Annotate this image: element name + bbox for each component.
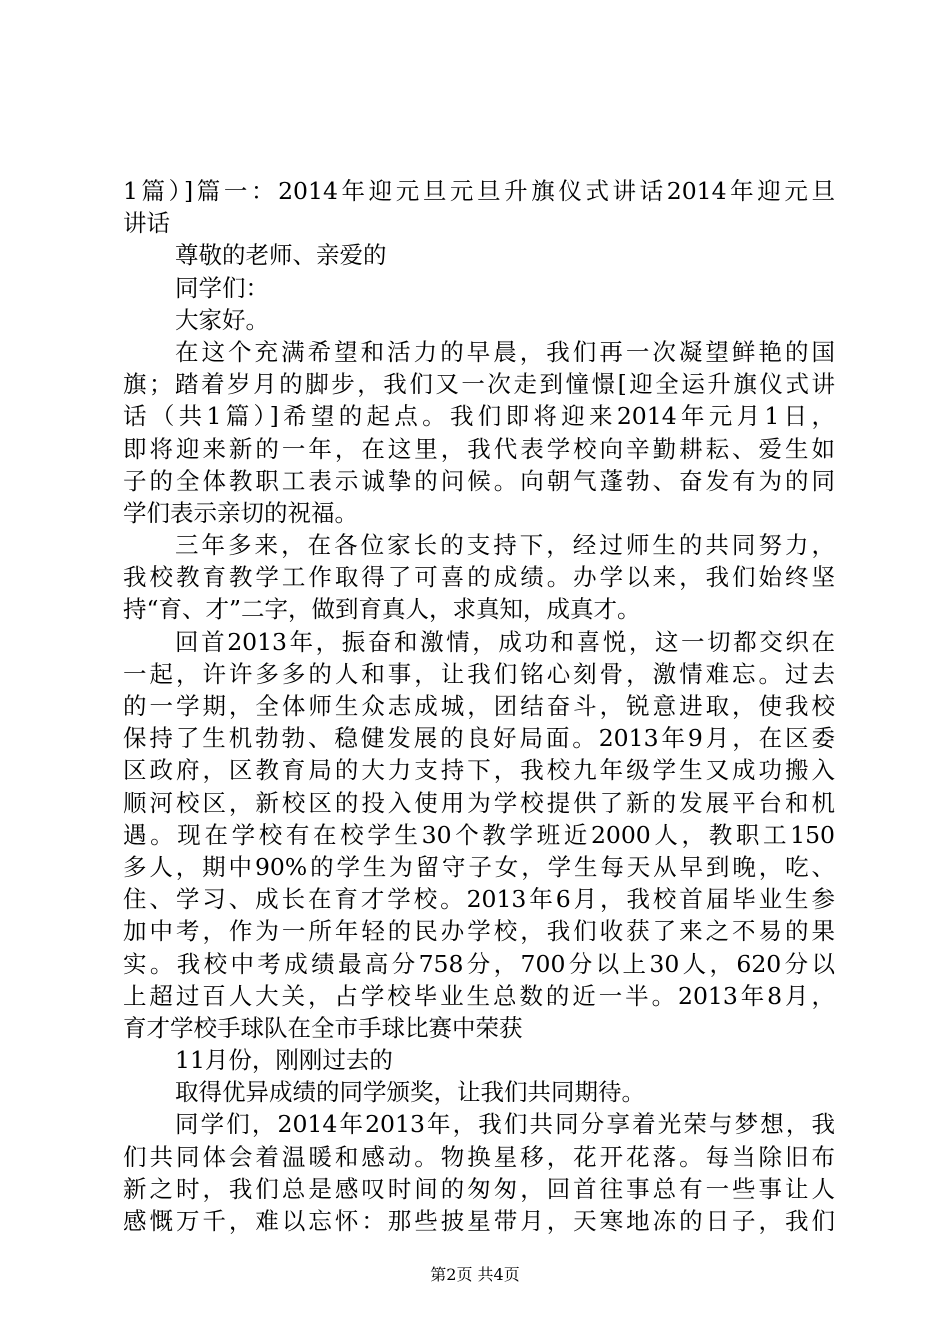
paragraph-line: 回首2013年，振奋和激情，成功和喜悦，这一切都交织在 (175, 627, 835, 656)
paragraph-line: 子的全体教职工表示诚挚的问候。向朝气蓬勃、奋发有为的同 (123, 466, 835, 495)
paragraph-line: 在这个充满希望和活力的早晨，我们再一次凝望鲜艳的国 (175, 337, 835, 366)
paragraph-line: 实。我校中考成绩最高分758分，700分以上30人，620分以 (123, 949, 835, 978)
paragraph-line: 同学们，2014年2013年，我们共同分享着光荣与梦想，我 (175, 1110, 835, 1139)
paragraph-line: 的一学期，全体师生众志成城，团结奋斗，锐意进取，使我校 (123, 692, 835, 720)
paragraph-line: 保持了生机勃勃、稳健发展的良好局面。2013年9月，在区委 (123, 724, 835, 753)
paragraph-line: 区政府，区教育局的大力支持下，我校九年级学生又成功搬入 (123, 756, 835, 785)
paragraph-line: 三年多来，在各位家长的支持下，经过师生的共同努力， (175, 531, 835, 560)
paragraph-line: 感慨万千，难以忘怀：那些披星带月，天寒地冻的日子，我们 (123, 1207, 835, 1235)
salutation-line: 同学们： (175, 273, 269, 302)
paragraph-line: 多人，期中90%的学生为留守子女，学生每天从早到晚，吃、 (123, 852, 835, 881)
page-footer (0, 1265, 950, 1285)
paragraph-line: 上超过百人大关，占学校毕业生总数的近一半。2013年8月， (123, 981, 835, 1010)
paragraph-line: 住、学习、成长在育才学校。2013年6月，我校首届毕业生参 (123, 885, 835, 914)
greeting-line: 大家好。 (175, 305, 269, 334)
paragraph-line: 育才学校手球队在全市手球比赛中荣获 (123, 1013, 523, 1042)
paragraph-line: 新之时，我们总是感叹时间的匆匆，回首往事总有一些事让人 (123, 1174, 835, 1203)
paragraph-line: 11月份，刚刚过去的 (175, 1046, 393, 1075)
heading-line: 讲话 (123, 209, 170, 238)
page-number: 第2页 共4页 (430, 1265, 520, 1284)
paragraph-line: 话（共1篇）]希望的起点。我们即将迎来2014年元月1日， (123, 402, 835, 431)
salutation-line: 尊敬的老师、亲爱的 (175, 241, 387, 270)
paragraph-line: 持“育、才”二字，做到育真人，求真知，成真才。 (123, 595, 641, 624)
paragraph-line: 加中考，作为一所年轻的民办学校，我们收获了来之不易的果 (123, 917, 835, 946)
paragraph-line: 学们表示亲切的祝福。 (123, 498, 358, 527)
heading-line: 1篇）]篇一：2014年迎元旦元旦升旗仪式讲话2014年迎元旦 (123, 177, 835, 205)
paragraph-line: 顺河校区，新校区的投入使用为学校提供了新的发展平台和机 (123, 788, 835, 817)
paragraph-line: 即将迎来新的一年，在这里，我代表学校向辛勤耕耘、爱生如 (123, 434, 835, 463)
document-body (123, 175, 835, 1237)
paragraph-line: 取得优异成绩的同学颁奖，让我们共同期待。 (175, 1078, 645, 1107)
paragraph-line: 们共同体会着温暖和感动。物换星移，花开花落。每当除旧布 (123, 1142, 835, 1171)
paragraph-line: 遇。现在学校有在校学生30个教学班近2000人，教职工150 (123, 820, 835, 849)
paragraph-line: 我校教育教学工作取得了可喜的成绩。办学以来，我们始终坚 (123, 563, 835, 592)
paragraph-line: 旗；踏着岁月的脚步，我们又一次走到憧憬[迎全运升旗仪式讲 (123, 370, 835, 399)
paragraph-line: 一起，许许多多的人和事，让我们铭心刻骨，激情难忘。过去 (123, 659, 835, 688)
